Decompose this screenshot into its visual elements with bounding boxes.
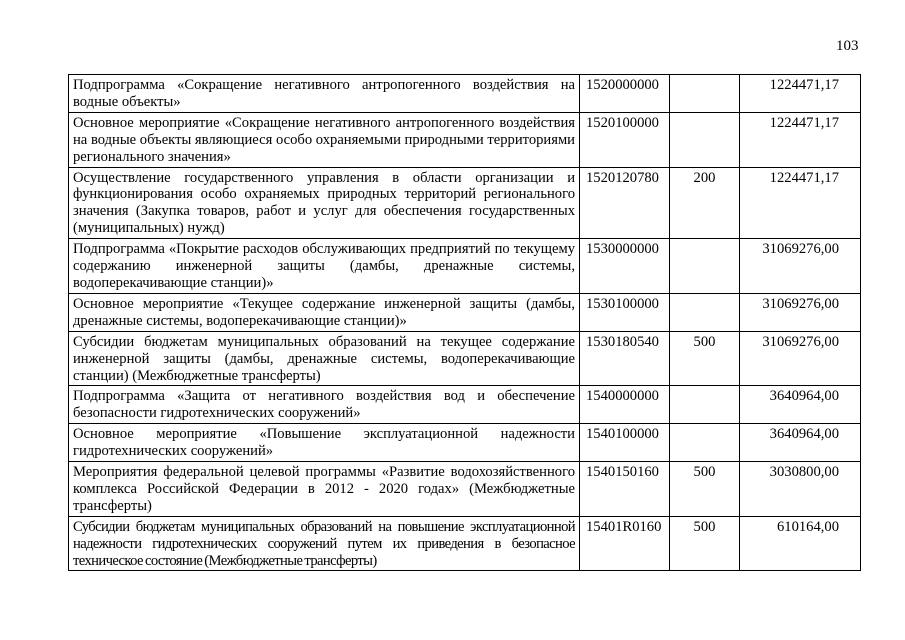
amount-cell: 3030800,00 bbox=[740, 462, 861, 517]
amount-cell: 3640964,00 bbox=[740, 386, 861, 424]
expense-type-cell bbox=[670, 293, 740, 331]
amount-cell: 31069276,00 bbox=[740, 239, 861, 294]
program-name-cell: Субсидии бюджетам муниципальных образований на текущее содержание инженерной защиты (дамбы, дренажные системы, водоперекачивающие станции) (Межбюджетные трансферты) bbox=[69, 331, 580, 386]
table-row bbox=[69, 167, 861, 239]
target-code-cell: 1540100000 bbox=[580, 424, 670, 462]
program-name-cell: Субсидии бюджетам муниципальных образований на повышение эксплуатационной надежности гидротехнических сооружений путем их приведения в безопасное техническое состояние (Межбюджетные трансферты) bbox=[69, 516, 580, 571]
amount-cell: 1224471,17 bbox=[740, 112, 861, 167]
budget-table bbox=[68, 74, 861, 571]
program-name-cell: Подпрограмма «Покрытие расходов обслуживающих предприятий по текущему содержанию инженерной защиты (дамбы, дренажные системы, водоперекачивающие станции)» bbox=[69, 239, 580, 294]
table-row bbox=[69, 462, 861, 517]
amount-cell: 1224471,17 bbox=[740, 75, 861, 113]
target-code-cell: 1520000000 bbox=[580, 75, 670, 113]
expense-type-cell: 500 bbox=[670, 462, 740, 517]
program-name-cell: Основное мероприятие «Текущее содержание инженерной защиты (дамбы, дренажные системы, водоперекачивающие станции)» bbox=[69, 293, 580, 331]
target-code-cell: 1540150160 bbox=[580, 462, 670, 517]
program-name-cell: Подпрограмма «Сокращение негативного антропогенного воздействия на водные объекты» bbox=[69, 75, 580, 113]
program-name-cell: Подпрограмма «Защита от негативного воздействия вод и обеспечение безопасности гидротехнических сооружений» bbox=[69, 386, 580, 424]
program-name-cell: Основное мероприятие «Сокращение негативного антропогенного воздействия на водные объекты являющиеся особо охраняемыми природными территориями регионального значения» bbox=[69, 112, 580, 167]
expense-type-cell: 500 bbox=[670, 331, 740, 386]
expense-type-cell bbox=[670, 424, 740, 462]
target-code-cell: 1530000000 bbox=[580, 239, 670, 294]
expense-type-cell bbox=[670, 112, 740, 167]
table-row bbox=[69, 75, 861, 113]
target-code-cell: 1530100000 bbox=[580, 293, 670, 331]
amount-cell: 31069276,00 bbox=[740, 331, 861, 386]
amount-cell: 31069276,00 bbox=[740, 293, 861, 331]
amount-cell: 3640964,00 bbox=[740, 424, 861, 462]
target-code-cell: 1520100000 bbox=[580, 112, 670, 167]
table-row bbox=[69, 386, 861, 424]
expense-type-cell bbox=[670, 239, 740, 294]
expense-type-cell: 200 bbox=[670, 167, 740, 239]
target-code-cell: 15401R0160 bbox=[580, 516, 670, 571]
amount-cell: 1224471,17 bbox=[740, 167, 861, 239]
target-code-cell: 1540000000 bbox=[580, 386, 670, 424]
expense-type-cell bbox=[670, 386, 740, 424]
page-number: 103 bbox=[836, 38, 859, 54]
table-row bbox=[69, 112, 861, 167]
amount-cell: 610164,00 bbox=[740, 516, 861, 571]
program-name-cell: Основное мероприятие «Повышение эксплуатационной надежности гидротехнических сооружений» bbox=[69, 424, 580, 462]
table-row bbox=[69, 293, 861, 331]
target-code-cell: 1530180540 bbox=[580, 331, 670, 386]
program-name-cell: Мероприятия федеральной целевой программы «Развитие водохозяйственного комплекса Российской Федерации в 2012 - 2020 годах» (Межбюджетные трансферты) bbox=[69, 462, 580, 517]
table-row bbox=[69, 424, 861, 462]
program-name-cell: Осуществление государственного управления в области организации и функционирования особо охраняемых природных территорий регионального значения (Закупка товаров, работ и услуг для обеспечения государственных (муниципальных) нужд) bbox=[69, 167, 580, 239]
target-code-cell: 1520120780 bbox=[580, 167, 670, 239]
table-row bbox=[69, 239, 861, 294]
expense-type-cell: 500 bbox=[670, 516, 740, 571]
table-row bbox=[69, 516, 861, 571]
expense-type-cell bbox=[670, 75, 740, 113]
table-row bbox=[69, 331, 861, 386]
